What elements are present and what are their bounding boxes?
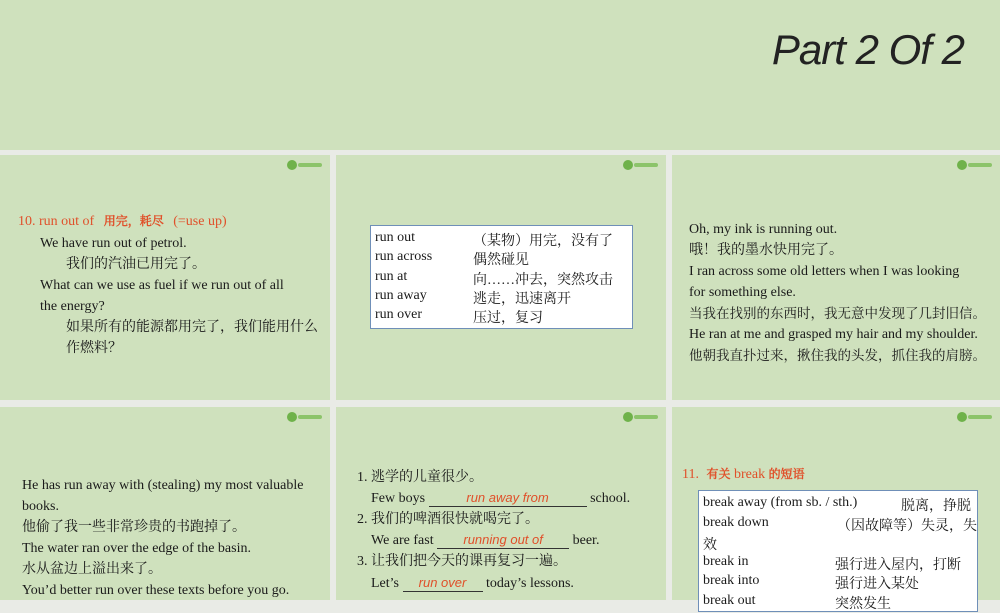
phrase-en: run at [375,269,408,284]
slide-panel-3[interactable] [672,155,1000,400]
logo-icon [286,411,324,423]
text-line: We have run out of petrol. [40,236,187,251]
phrase-en: break out [703,593,756,608]
text-line: He ran at me and grasped my hair and my shoulder. [689,327,978,342]
phrase-en: break in [703,554,749,569]
exercise-sentence [371,573,574,594]
text-line: I ran across some old letters when I was looking [689,264,960,279]
heading-text: 有关 [706,467,731,481]
text-line: He has run away with (stealing) my most valuable [22,478,304,493]
phrase-en: 效 [703,538,717,553]
phrase-en: run over [375,307,423,322]
text-line: 如果所有的能源都用完了，我们能用什么 [66,320,318,335]
page-title: Part 2 Of 2 [771,26,964,73]
text-line: 他偷了我一些非常珍贵的书跑掉了。 [22,520,246,535]
logo-icon [622,411,660,423]
text-line: 水从盆边上溢出来了。 [22,562,162,577]
logo-icon [286,159,324,171]
slide-panel-5[interactable] [336,407,666,600]
phrase-cn: 脱离，挣脱 [901,499,971,514]
phrase-en: break away (from sb. / sth.) [703,495,858,510]
exercise-sentence [371,530,599,551]
sentence-end: beer. [569,533,600,548]
phrase-cn: 强行进入屋内，打断 [835,558,961,573]
phrase-cn: 逃走，迅速离开 [473,292,571,307]
text-line: What can we use as fuel if we run out of all [40,278,284,293]
text-line: books. [22,499,59,514]
sentence-start: Let’s [371,576,403,591]
exercise-question: 3. 让我们把今天的课再复习一遍。 [357,554,567,569]
heading-number: 11. [682,467,699,482]
sentence-end: school. [586,491,631,506]
heading-keyword: break [734,467,766,482]
answer-blank[interactable]: running out of [437,532,569,549]
text-line: the energy? [40,299,105,314]
answer-blank[interactable]: run over [403,575,483,592]
exercise-sentence [371,488,630,509]
slide-panel-6[interactable] [672,407,1000,612]
phrase-cn: 向……冲去，突然攻击 [473,273,613,288]
phrase-table [698,490,978,612]
heading-number: 10. run out of [18,214,95,229]
phrase-cn: （因故障等）失灵，失 [837,519,977,534]
slide-panel-2[interactable] [336,155,666,400]
logo-icon [622,159,660,171]
slide-panel-4[interactable] [0,407,330,600]
title-banner [0,0,1000,150]
text-line: 作燃料？ [66,341,122,356]
text-line: The water ran over the edge of the basin. [22,541,251,556]
answer-blank[interactable]: run away from [429,490,587,507]
logo-icon [956,411,994,423]
heading-note: (=use up) [173,214,227,229]
phrase-en: run across [375,249,433,264]
text-line: You’d better run over these texts before you go. [22,583,290,598]
phrase-cn: （某物）用完，没有了 [473,234,613,249]
logo-icon [956,159,994,171]
phrase-en: break into [703,573,760,588]
text-line: 当我在找别的东西时，我无意中发现了几封旧信。 [689,306,986,321]
text-line: for something else. [689,285,796,300]
section-heading [682,464,805,485]
slide-panel-1[interactable] [0,155,330,400]
heading-text: 的短语 [768,467,805,481]
phrase-en: break down [703,515,769,530]
sentence-start: We are fast [371,533,438,548]
text-line: 我们的汽油已用完了。 [66,257,206,272]
text-line: 他朝我直扑过来，揪住我的头发，抓住我的肩膀。 [689,348,986,363]
sentence-start: Few boys [371,491,429,506]
phrase-cn: 突然发生 [835,597,891,612]
phrase-en: run away [375,288,427,303]
exercise-question: 1. 逃学的儿童很少。 [357,470,483,485]
phrase-cn: 强行进入某处 [835,577,919,592]
phrase-table [370,225,633,329]
phrase-cn: 压过，复习 [473,311,543,326]
phrase-cn: 偶然碰见 [473,253,529,268]
exercise-question: 2. 我们的啤酒很快就喝完了。 [357,512,539,527]
heading-cn: 用完，耗尽 [103,214,164,228]
text-line: 哦！我的墨水快用完了。 [689,243,843,258]
sentence-end: today’s lessons. [482,576,574,591]
text-line: Oh, my ink is running out. [689,222,838,237]
phrase-en: run out [375,230,416,245]
